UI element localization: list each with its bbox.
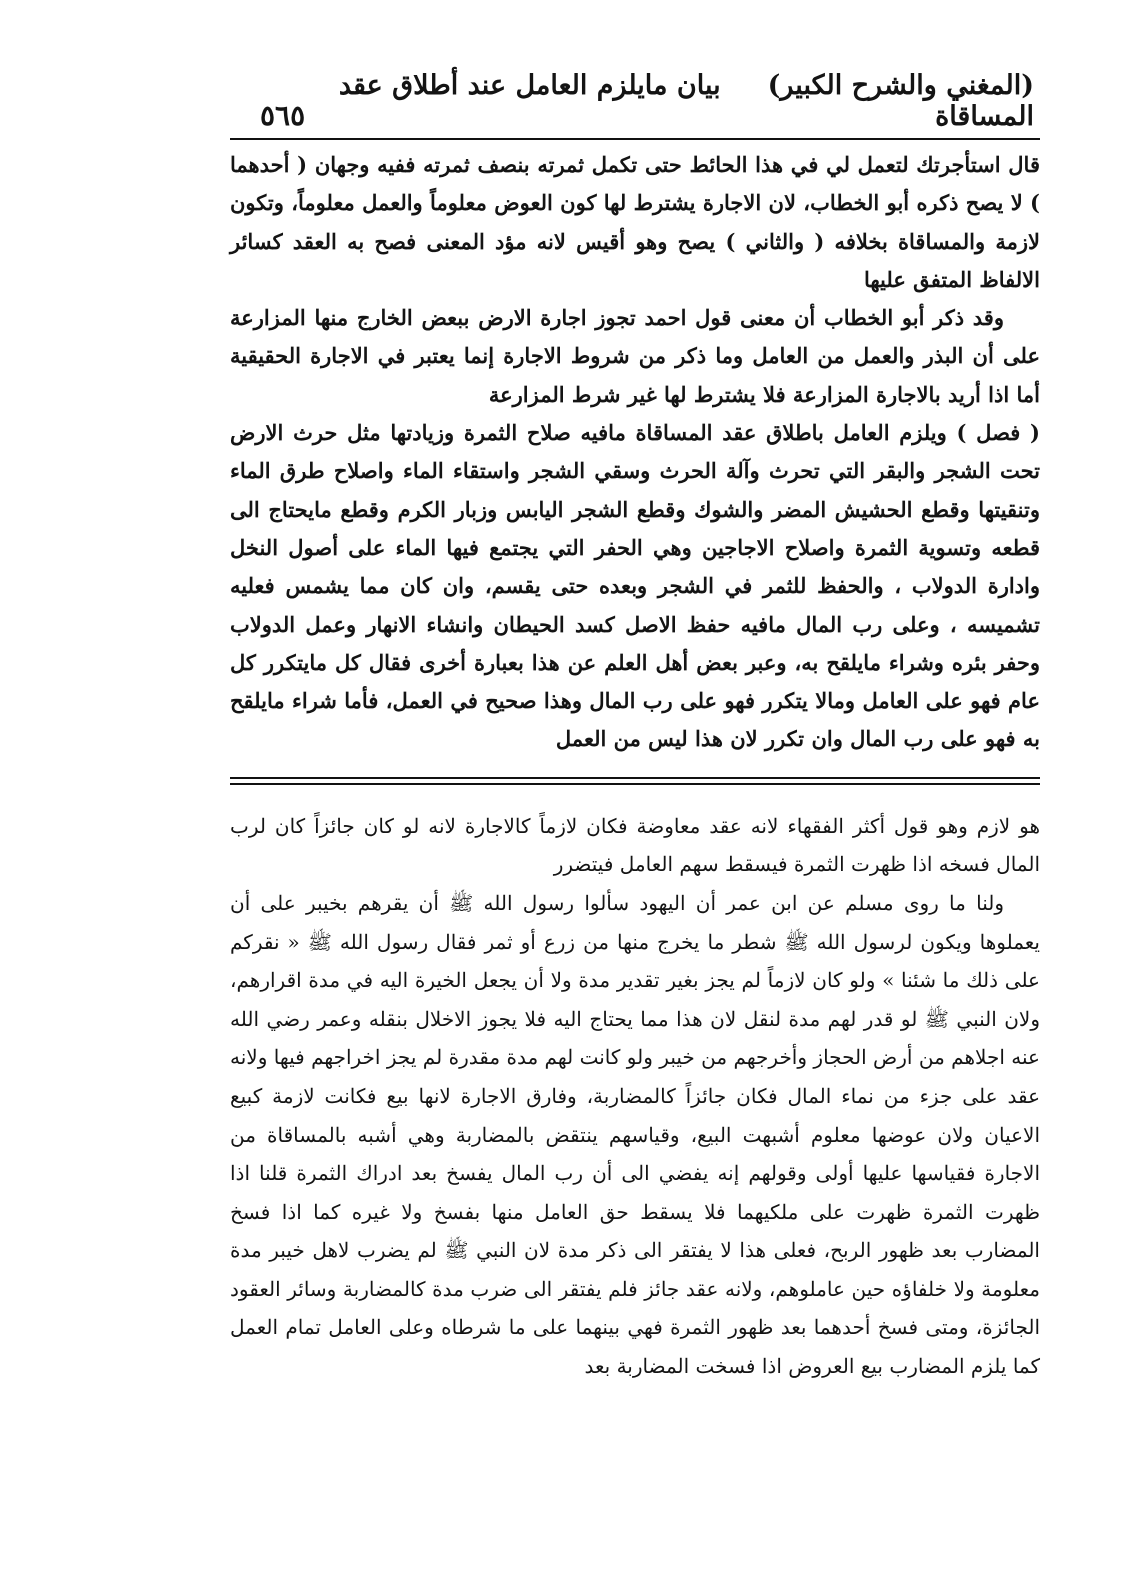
commentary-paragraph: هو لازم وهو قول أكثر الفقهاء لانه عقد معاوضة فكان لازماً كالاجارة لانه لو كان جائزاً كان لرب المال فسخه اذا ظهرت الثمرة فيسقط سهم العامل فيتضرر (230, 813, 1040, 877)
main-text-block (230, 146, 1040, 759)
section-divider (230, 777, 1040, 785)
book-page (230, 70, 1040, 1386)
main-paragraph: وقد ذكر أبو الخطاب أن معنى قول احمد تجوز اجارة الارض ببعض الخارج منها المزارعة على أن البذر والعمل من العامل وما ذكر من شروط الاجارة إنما يعتبر في الاجارة الحقيقية أما اذا أريد بالاجارة المزارعة فلا يشترط لها غير شرط المزارعة (230, 305, 1040, 407)
section-title: بيان مايلزم العامل عند أطلاق عقد المساقاة (338, 70, 1034, 132)
book-title: (المغني والشرح الكبير) (767, 70, 1034, 101)
main-paragraph: قال استأجرتك لتعمل لي في هذا الحائط حتى تكمل ثمرته بنصف ثمرته ففيه وجهان ( أحدهما ) لا يصح ذكره أبو الخطاب، لان الاجارة يشترط لها كون العوض معلوماً والعمل معلوماً، وتكون لازمة والمساقاة بخلافه ( والثاني ) يصح وهو أقيس لانه مؤد المعنى فصح به العقد كسائر الالفاظ المتفق عليها (230, 152, 1040, 292)
commentary-block (230, 807, 1040, 1386)
header-rule (230, 138, 1040, 140)
running-header-titles (305, 70, 1034, 132)
page-number: ٥٦٥ (260, 99, 306, 132)
main-paragraph: ( فصل ) ويلزم العامل باطلاق عقد المساقاة مافيه صلاح الثمرة وزيادتها مثل حرث الارض تحت الشجر والبقر التي تحرث وآلة الحرث وسقي الشجر واستقاء الماء واصلاح طرق الماء وتنقيتها وقطع الحشيش المضر والشوك وقطع الشجر اليابس وزبار الكرم وقطع مايحتاج الى قطعه وتسوية الثمرة واصلاح الاجاجين وهي الحفر التي يجتمع فيها الماء على أصول النخل وادارة الدولاب ، والحفظ للثمر في الشجر وبعده حتى يقسم، وان كان مما يشمس فعليه تشميسه ، وعلى رب المال مافيه حفظ الاصل كسد الحيطان وانشاء الانهار وعمل الدولاب وحفر بئره وشراء مايلقح به، وعبر بعض أهل العلم عن هذا بعبارة أخرى فقال كل مايتكرر كل عام فهو على العامل ومالا يتكرر فهو على رب المال وهذا صحيح في العمل، فأما شراء مايلقح به فهو على رب المال وان تكرر لان هذا ليس من العمل (230, 420, 1040, 752)
running-header (230, 70, 1040, 132)
commentary-paragraph: ولنا ما روى مسلم عن ابن عمر أن اليهود سألوا رسول الله ﷺ أن يقرهم بخيبر على أن يعملوها ويكون لرسول الله ﷺ شطر ما يخرج منها من زرع أو ثمر فقال رسول الله ﷺ « نقركم على ذلك ما شئنا » ولو كان لازماً لم يجز بغير تقدير مدة ولا أن يجعل الخيرة اليه في مدة اقرارهم، ولان النبي ﷺ لو قدر لهم مدة لنقل لان هذا مما يحتاج اليه فلا يجوز الاخلال بنقله وعمر رضي الله عنه اجلاهم من أرض الحجاز وأخرجهم من خيبر ولو كانت لهم مدة مقدرة لم يجز اخراجهم فيها ولانه عقد على جزء من نماء المال فكان جائزاً كالمضاربة، وفارق الاجارة لانها بيع فكانت لازمة كبيع الاعيان ولان عوضها معلوم أشبهت البيع، وقياسهم ينتقض بالمضاربة وهي أشبه بالمساقاة من الاجارة فقياسها عليها أولى وقولهم إنه يفضي الى أن رب المال يفسخ بعد ادراك الثمرة قلنا اذا ظهرت الثمرة ظهرت على ملكيهما فلا يسقط حق العامل منها بفسخ ولا غيره كما اذا فسخ المضارب بعد ظهور الربح، فعلى هذا لا يفتقر الى ذكر مدة لان النبي ﷺ لم يضرب لاهل خيبر مدة معلومة ولا خلفاؤه حين عاملوهم، ولانه عقد جائز فلم يفتقر الى ضرب مدة كالمضاربة وسائر العقود الجائزة، ومتى فسخ أحدهما بعد ظهور الثمرة فهي بينهما على ما شرطاه وعلى العامل تمام العمل كما يلزم المضارب بيع العروض اذا فسخت المضاربة بعد (230, 890, 1040, 1379)
